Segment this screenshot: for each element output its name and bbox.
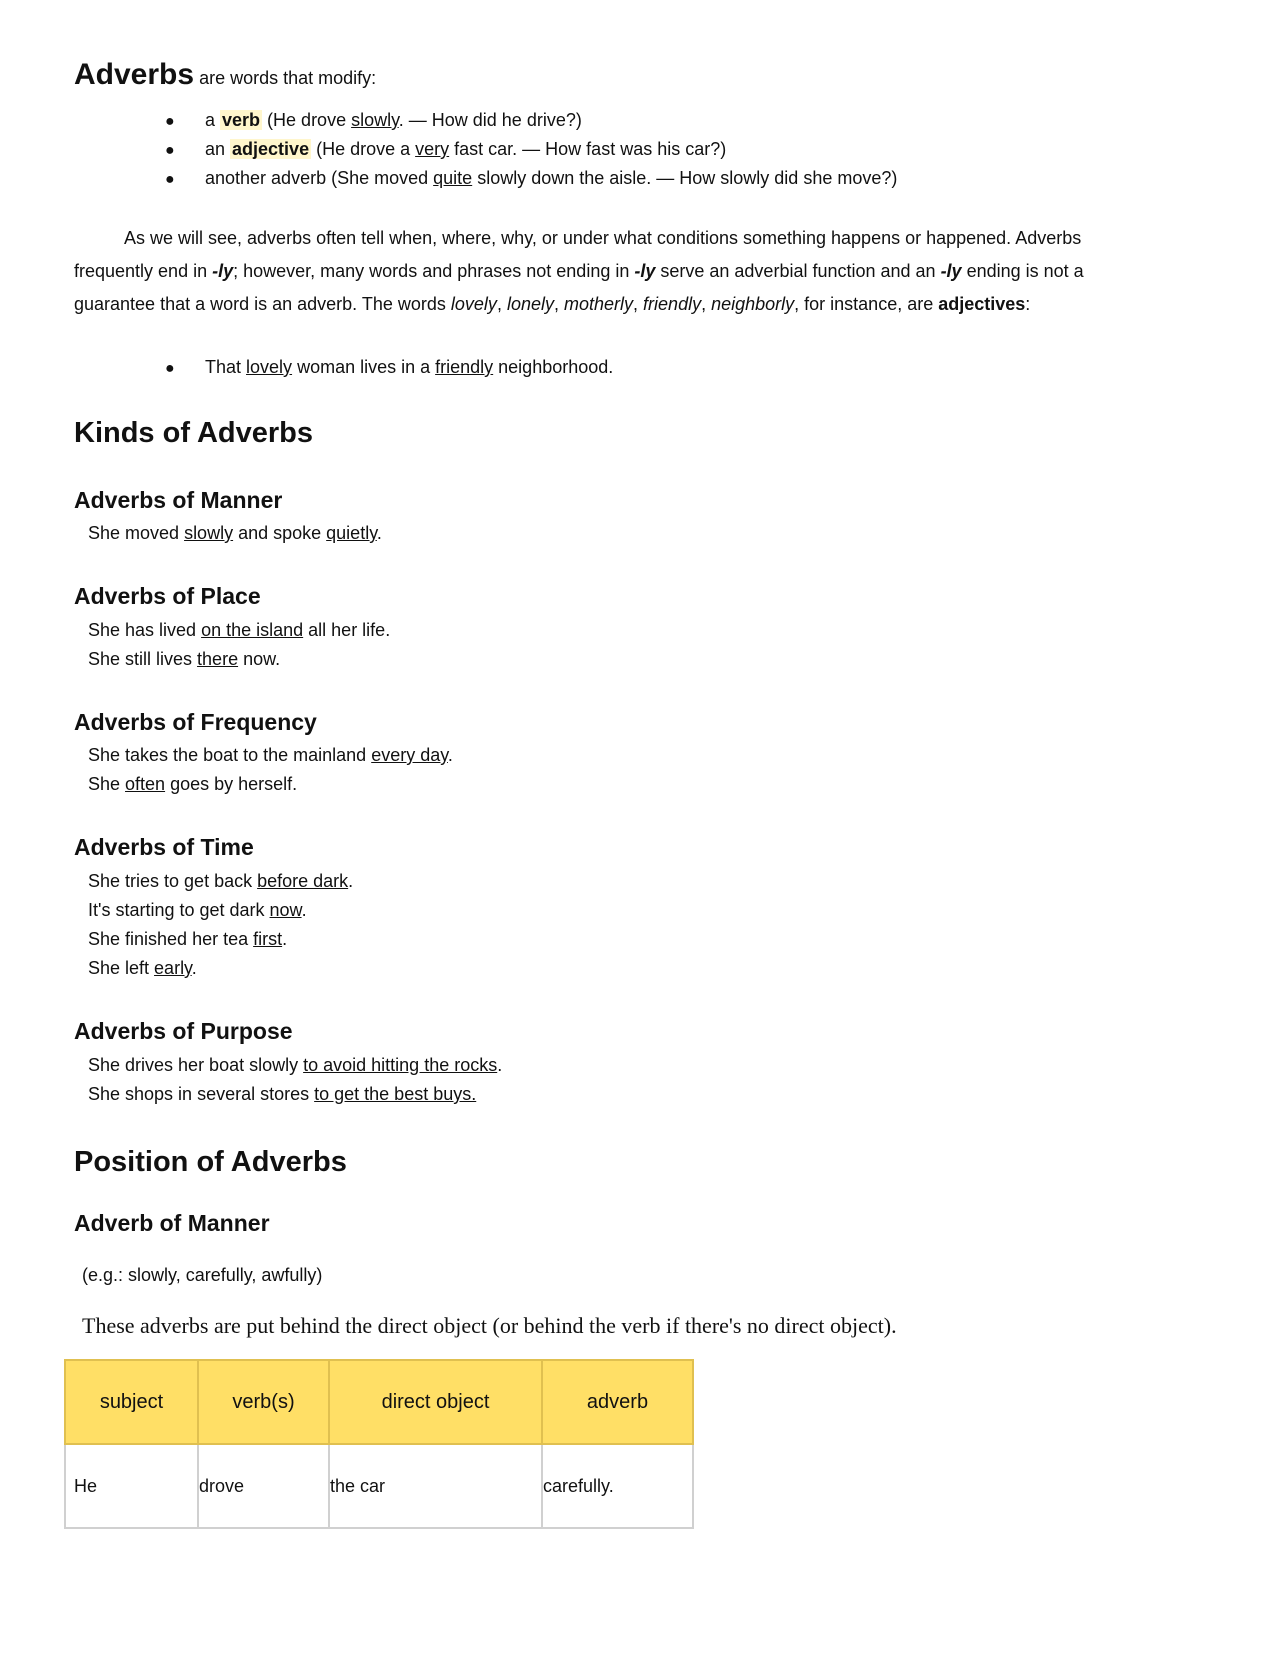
table-cell: carefully. bbox=[542, 1444, 693, 1528]
table-header-cell: subject bbox=[65, 1360, 198, 1444]
table-row bbox=[65, 1444, 693, 1528]
underlined-word: very bbox=[415, 139, 450, 159]
table-header-cell: direct object bbox=[329, 1360, 542, 1444]
time-heading: Adverbs of Time bbox=[74, 834, 254, 860]
bullet-icon: ● bbox=[165, 142, 175, 159]
position-heading: Position of Adverbs bbox=[74, 1146, 347, 1178]
time-example-3: She finished her tea first. bbox=[88, 929, 288, 949]
underlined-word: quite bbox=[433, 168, 473, 188]
list-item bbox=[165, 139, 727, 160]
place-heading: Adverbs of Place bbox=[74, 583, 261, 609]
text: a bbox=[205, 110, 221, 130]
position-rule: These adverbs are put behind the direct object (or behind the verb if there's no direct object). bbox=[82, 1313, 897, 1338]
time-example-2: It's starting to get dark now. bbox=[88, 900, 307, 920]
text: slowly down the aisle. — How slowly did she move?) bbox=[472, 168, 898, 188]
manner-heading: Adverbs of Manner bbox=[74, 487, 283, 513]
text: (He drove bbox=[262, 110, 352, 130]
text: another adverb (She moved bbox=[205, 168, 434, 188]
time-example-1: She tries to get back before dark. bbox=[88, 871, 354, 891]
time-example-4: She left early. bbox=[88, 958, 197, 978]
position-subheading: Adverb of Manner bbox=[74, 1210, 270, 1236]
text: . — How did he drive?) bbox=[398, 110, 582, 130]
bullet-icon: ● bbox=[165, 113, 175, 130]
table-header-row bbox=[65, 1360, 693, 1444]
place-example-2: She still lives there now. bbox=[88, 649, 281, 669]
table-cell: He bbox=[65, 1444, 198, 1528]
place-example-1: She has lived on the island all her life. bbox=[88, 620, 391, 640]
table-cell: the car bbox=[329, 1444, 542, 1528]
manner-example: She moved slowly and spoke quietly. bbox=[88, 523, 382, 543]
list-item bbox=[165, 110, 582, 131]
intro-heading bbox=[74, 58, 376, 92]
table-header-cell: verb(s) bbox=[198, 1360, 329, 1444]
list-item: ● That lovely woman lives in a friendly neighborhood. bbox=[165, 357, 614, 377]
position-examples: (e.g.: slowly, carefully, awfully) bbox=[82, 1265, 323, 1285]
underlined-word: slowly bbox=[351, 110, 399, 130]
frequency-example-1: She takes the boat to the mainland every day. bbox=[88, 745, 453, 765]
purpose-example-2: She shops in several stores to get the best buys. bbox=[88, 1084, 477, 1104]
intro-paragraph: As we will see, adverbs often tell when, where, why, or under what conditions something happens or happened. Adverbs frequently end in -ly; however, many words and phrases not ending in -ly serve an adverbial function and an -ly ending is not a guarantee that a word is an adverb. The words lovely, lonely, motherly, friendly, neighborly, for instance, are adjectives: bbox=[74, 228, 1084, 314]
frequency-heading: Adverbs of Frequency bbox=[74, 709, 317, 735]
bullet-icon: ● bbox=[165, 360, 175, 377]
list-item bbox=[165, 168, 898, 189]
table-header-cell: adverb bbox=[542, 1360, 693, 1444]
purpose-example-1: She drives her boat slowly to avoid hitting the rocks. bbox=[88, 1055, 503, 1075]
adverbs-title: Adverbs bbox=[74, 58, 195, 91]
text: an bbox=[205, 139, 231, 159]
highlight-verb: verb bbox=[222, 110, 261, 130]
bullet-icon: ● bbox=[165, 171, 175, 188]
highlight-adjective: adjective bbox=[232, 139, 310, 159]
text: (He drove a bbox=[311, 139, 416, 159]
adverbs-title-rest: are words that modify: bbox=[199, 68, 377, 88]
purpose-heading: Adverbs of Purpose bbox=[74, 1018, 293, 1044]
kinds-heading: Kinds of Adverbs bbox=[74, 417, 314, 449]
position-table bbox=[64, 1359, 694, 1529]
text: fast car. — How fast was his car?) bbox=[449, 139, 727, 159]
frequency-example-2: She often goes by herself. bbox=[88, 774, 298, 794]
table-cell: drove bbox=[198, 1444, 329, 1528]
